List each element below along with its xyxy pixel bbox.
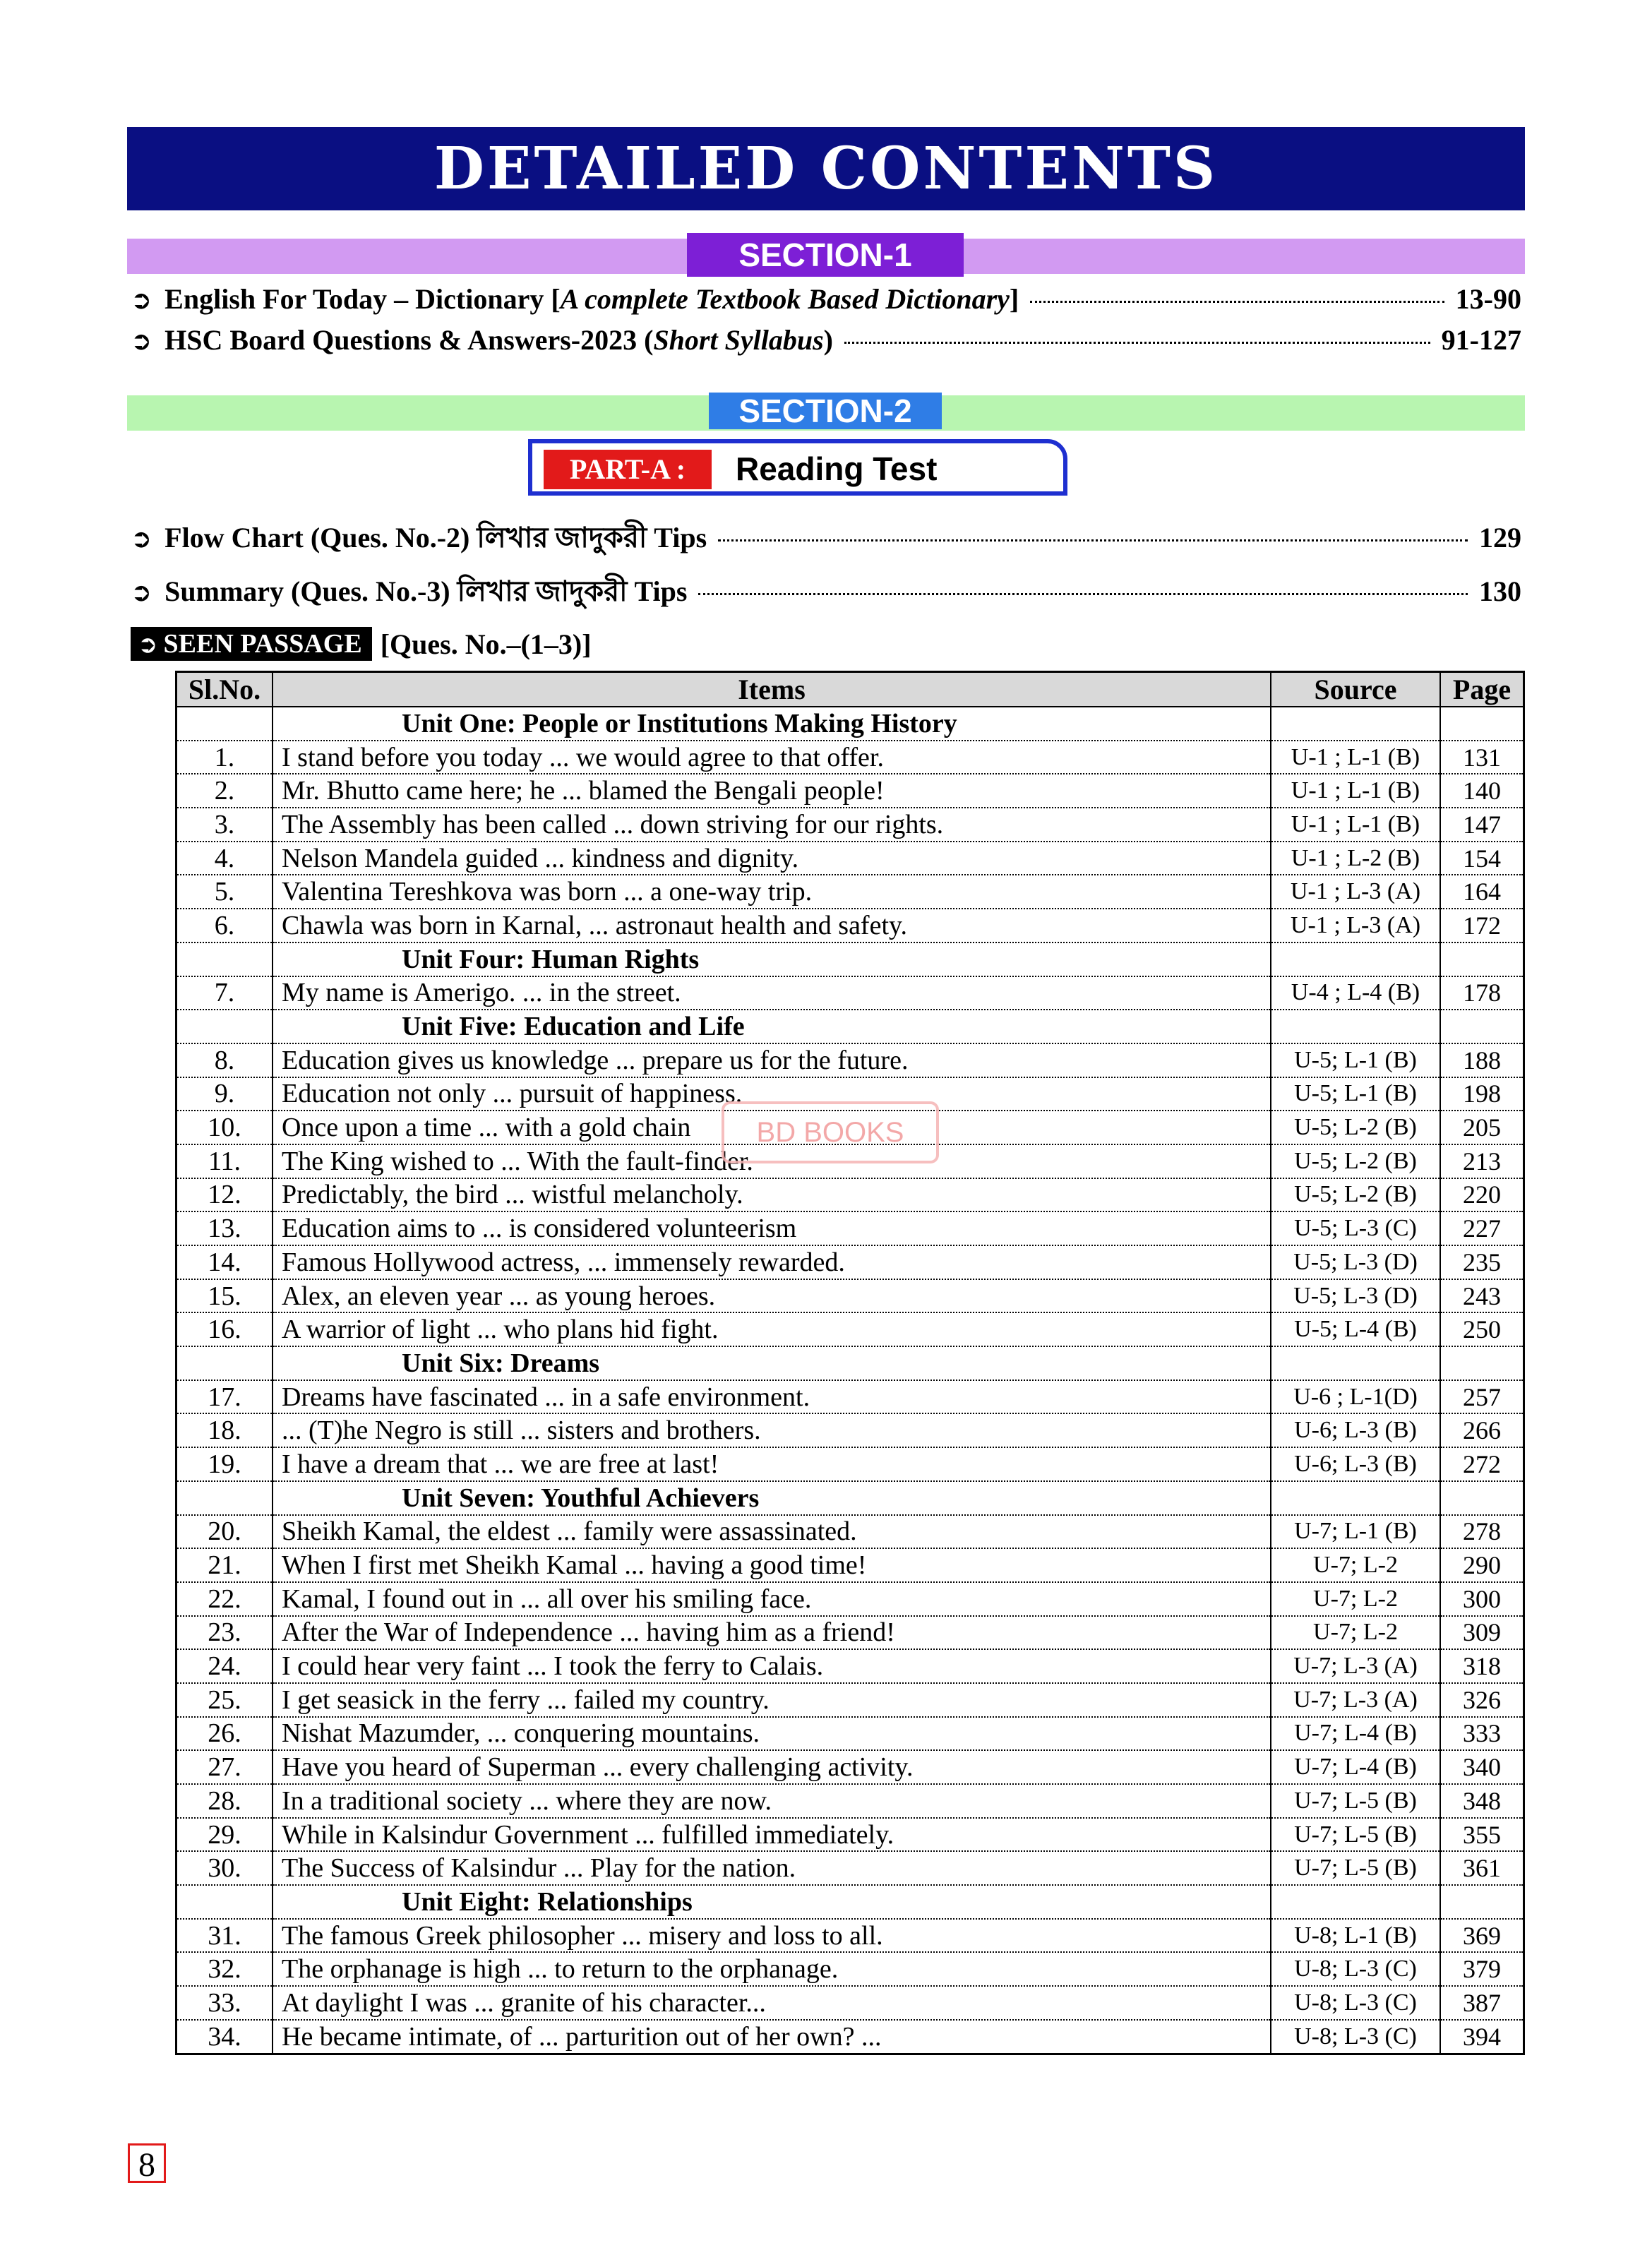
row-sl: 28. (176, 1784, 273, 1818)
row-item: Nelson Mandela guided ... kindness and dignity. (273, 842, 1271, 875)
table-row[interactable] (176, 1380, 1524, 1414)
row-page: 326 (1440, 1683, 1524, 1717)
table-row[interactable] (176, 1616, 1524, 1650)
toc-entry-dictionary[interactable] (131, 282, 1521, 316)
row-item: Mr. Bhutto came here; he ... blamed the Bengali people! (273, 774, 1271, 808)
row-sl: 8. (176, 1043, 273, 1077)
row-page: 278 (1440, 1515, 1524, 1549)
table-row[interactable] (176, 1211, 1524, 1245)
row-item: Chawla was born in Karnal, ... astronaut health and safety. (273, 909, 1271, 942)
row-source: U-5; L-3 (D) (1271, 1245, 1440, 1279)
row-source: U-6; L-3 (B) (1271, 1413, 1440, 1447)
unit-title: Unit Eight: Relationships (273, 1885, 1271, 1919)
row-page: 369 (1440, 1919, 1524, 1953)
row-item: He became intimate, of ... parturition out of her own? ... (273, 2020, 1271, 2054)
part-a-tag: PART-A : (544, 450, 712, 489)
table-row[interactable] (176, 1043, 1524, 1077)
table-row[interactable] (176, 1851, 1524, 1885)
unit-page-empty (1440, 1010, 1524, 1043)
unit-sl-empty (176, 707, 273, 741)
row-sl: 25. (176, 1683, 273, 1717)
seen-passage-heading (131, 626, 592, 662)
unit-heading-row (176, 942, 1524, 976)
unit-source-empty (1271, 1481, 1440, 1515)
row-source: U-7; L-1 (B) (1271, 1515, 1440, 1549)
contents-table (175, 671, 1525, 2055)
row-item: The Assembly has been called ... down striving for our rights. (273, 808, 1271, 842)
row-page: 272 (1440, 1447, 1524, 1481)
header-sl: Sl.No. (176, 672, 273, 707)
table-row[interactable] (176, 1919, 1524, 1953)
row-item: Famous Hollywood actress, ... immensely rewarded. (273, 1245, 1271, 1279)
arrow-icon: ➲ (131, 578, 152, 607)
row-page: 172 (1440, 909, 1524, 942)
table-header-row (176, 672, 1524, 707)
row-source: U-5; L-2 (B) (1271, 1178, 1440, 1212)
row-page: 318 (1440, 1649, 1524, 1683)
unit-sl-empty (176, 942, 273, 976)
entry-text: Flow Chart (Ques. No.-2) লিখার জাদুকরী Tips (164, 522, 707, 553)
row-source: U-1 ; L-1 (B) (1271, 741, 1440, 774)
toc-entry-board-questions[interactable] (131, 323, 1521, 357)
table-row[interactable] (176, 1413, 1524, 1447)
table-row[interactable] (176, 1312, 1524, 1346)
row-page: 340 (1440, 1750, 1524, 1784)
row-item: Alex, an eleven year ... as young heroes. (273, 1279, 1271, 1313)
table-row[interactable] (176, 1447, 1524, 1481)
row-page: 140 (1440, 774, 1524, 808)
row-source: U-7; L-5 (B) (1271, 1784, 1440, 1818)
row-sl: 17. (176, 1380, 273, 1414)
unit-sl-empty (176, 1481, 273, 1515)
toc-entry-summary[interactable] (131, 569, 1521, 616)
row-page: 355 (1440, 1818, 1524, 1852)
row-page: 394 (1440, 2020, 1524, 2054)
row-item: Education gives us knowledge ... prepare us for the future. (273, 1043, 1271, 1077)
row-source: U-1 ; L-1 (B) (1271, 808, 1440, 842)
row-source: U-8; L-1 (B) (1271, 1919, 1440, 1953)
seen-passage-tag: ➲ SEEN PASSAGE (131, 627, 372, 661)
row-item: When I first met Sheikh Kamal ... having a good time! (273, 1548, 1271, 1582)
row-source: U-7; L-4 (B) (1271, 1750, 1440, 1784)
row-page: 333 (1440, 1717, 1524, 1751)
toc-entry-flow-chart[interactable] (131, 515, 1521, 563)
unit-page-empty (1440, 942, 1524, 976)
row-source: U-5; L-2 (B) (1271, 1111, 1440, 1144)
entry-text: HSC Board Questions & Answers-2023 (Short Syllabus) (164, 324, 833, 356)
table-row[interactable] (176, 842, 1524, 875)
dot-leader (1030, 301, 1444, 303)
table-row[interactable] (176, 976, 1524, 1010)
row-source: U-8; L-3 (C) (1271, 1986, 1440, 2020)
table-row[interactable] (176, 1649, 1524, 1683)
row-sl: 21. (176, 1548, 273, 1582)
table-row[interactable] (176, 1818, 1524, 1852)
entry-page: 13-90 (1455, 283, 1521, 315)
row-source: U-5; L-1 (B) (1271, 1043, 1440, 1077)
watermark-logo: BD BOOKS (722, 1101, 939, 1163)
row-sl: 9. (176, 1077, 273, 1111)
row-sl: 34. (176, 2020, 273, 2054)
table-row[interactable] (176, 1279, 1524, 1313)
row-item: The orphanage is high ... to return to the orphanage. (273, 1952, 1271, 1986)
unit-page-empty (1440, 1885, 1524, 1919)
row-sl: 5. (176, 875, 273, 909)
table-row[interactable] (176, 1515, 1524, 1549)
row-item: At daylight I was ... granite of his character... (273, 1986, 1271, 2020)
row-item: Education aims to ... is considered volunteerism (273, 1211, 1271, 1245)
unit-heading-row (176, 707, 1524, 741)
table-row[interactable] (176, 1178, 1524, 1212)
unit-page-empty (1440, 1481, 1524, 1515)
unit-title: Unit Four: Human Rights (273, 942, 1271, 976)
row-source: U-7; L-5 (B) (1271, 1851, 1440, 1885)
row-sl: 24. (176, 1649, 273, 1683)
row-item: While in Kalsindur Government ... fulfilled immediately. (273, 1818, 1271, 1852)
table-row[interactable] (176, 1548, 1524, 1582)
row-sl: 27. (176, 1750, 273, 1784)
unit-sl-empty (176, 1885, 273, 1919)
unit-title: Unit Five: Education and Life (273, 1010, 1271, 1043)
unit-heading-row (176, 1481, 1524, 1515)
entry-page: 129 (1479, 522, 1521, 553)
arrow-icon: ➲ (131, 525, 152, 553)
row-page: 309 (1440, 1616, 1524, 1650)
row-page: 266 (1440, 1413, 1524, 1447)
row-sl: 7. (176, 976, 273, 1010)
entry-text: English For Today – Dictionary [A complete Textbook Based Dictionary] (164, 283, 1019, 315)
row-sl: 15. (176, 1279, 273, 1313)
row-source: U-5; L-2 (B) (1271, 1144, 1440, 1178)
row-sl: 3. (176, 808, 273, 842)
table-row[interactable] (176, 741, 1524, 774)
row-source: U-6 ; L-1(D) (1271, 1380, 1440, 1414)
arrow-icon: ➲ (138, 630, 158, 659)
row-page: 164 (1440, 875, 1524, 909)
row-sl: 31. (176, 1919, 273, 1953)
row-page: 131 (1440, 741, 1524, 774)
row-sl: 14. (176, 1245, 273, 1279)
row-sl: 13. (176, 1211, 273, 1245)
unit-heading-row (176, 1346, 1524, 1380)
section-1-label: SECTION-1 (687, 233, 964, 277)
row-source: U-7; L-2 (1271, 1548, 1440, 1582)
table-row[interactable] (176, 1750, 1524, 1784)
row-source: U-1 ; L-3 (A) (1271, 909, 1440, 942)
table-row[interactable] (176, 2020, 1524, 2054)
row-item: Predictably, the bird ... wistful melancholy. (273, 1178, 1271, 1212)
seen-passage-questions: [Ques. No.–(1–3)] (380, 628, 592, 660)
unit-title: Unit Six: Dreams (273, 1346, 1271, 1380)
row-page: 154 (1440, 842, 1524, 875)
unit-sl-empty (176, 1346, 273, 1380)
row-source: U-7; L-3 (A) (1271, 1649, 1440, 1683)
row-page: 188 (1440, 1043, 1524, 1077)
entry-text: Summary (Ques. No.-3) লিখার জাদুকরী Tips (164, 575, 688, 607)
table-row[interactable] (176, 1582, 1524, 1616)
row-item: In a traditional society ... where they are now. (273, 1784, 1271, 1818)
row-source: U-7; L-4 (B) (1271, 1717, 1440, 1751)
header-source: Source (1271, 672, 1440, 707)
row-sl: 6. (176, 909, 273, 942)
row-page: 178 (1440, 976, 1524, 1010)
row-source: U-5; L-1 (B) (1271, 1077, 1440, 1111)
row-item: Kamal, I found out in ... all over his smiling face. (273, 1582, 1271, 1616)
row-sl: 10. (176, 1111, 273, 1144)
unit-page-empty (1440, 1346, 1524, 1380)
row-page: 257 (1440, 1380, 1524, 1414)
row-sl: 11. (176, 1144, 273, 1178)
table-row[interactable] (176, 1952, 1524, 1986)
dot-leader (698, 593, 1468, 595)
row-source: U-1 ; L-1 (B) (1271, 774, 1440, 808)
dot-leader (718, 539, 1468, 541)
table-row[interactable] (176, 1717, 1524, 1751)
unit-source-empty (1271, 942, 1440, 976)
row-page: 235 (1440, 1245, 1524, 1279)
row-item: The Success of Kalsindur ... Play for the nation. (273, 1851, 1271, 1885)
unit-title: Unit One: People or Institutions Making History (273, 707, 1271, 741)
arrow-icon: ➲ (131, 286, 152, 315)
row-source: U-1 ; L-2 (B) (1271, 842, 1440, 875)
unit-source-empty (1271, 1885, 1440, 1919)
page-title: DETAILED CONTENTS (127, 127, 1525, 210)
table-row[interactable] (176, 1784, 1524, 1818)
row-sl: 32. (176, 1952, 273, 1986)
unit-page-empty (1440, 707, 1524, 741)
row-item: I have a dream that ... we are free at last! (273, 1447, 1271, 1481)
row-source: U-6; L-3 (B) (1271, 1447, 1440, 1481)
row-page: 290 (1440, 1548, 1524, 1582)
table-row[interactable] (176, 1683, 1524, 1717)
header-items: Items (273, 672, 1271, 707)
row-source: U-5; L-3 (C) (1271, 1211, 1440, 1245)
row-item: Sheikh Kamal, the eldest ... family were assassinated. (273, 1515, 1271, 1549)
entry-page: 130 (1479, 575, 1521, 607)
row-page: 361 (1440, 1851, 1524, 1885)
unit-source-empty (1271, 1010, 1440, 1043)
part-a-title: Reading Test (736, 450, 938, 487)
row-source: U-5; L-3 (D) (1271, 1279, 1440, 1313)
row-sl: 20. (176, 1515, 273, 1549)
row-sl: 29. (176, 1818, 273, 1852)
row-item: I could hear very faint ... I took the ferry to Calais. (273, 1649, 1271, 1683)
row-sl: 26. (176, 1717, 273, 1751)
row-item: A warrior of light ... who plans hid fight. (273, 1312, 1271, 1346)
page-number: 8 (128, 2143, 166, 2183)
row-page: 387 (1440, 1986, 1524, 2020)
table-row[interactable] (176, 1986, 1524, 2020)
row-sl: 16. (176, 1312, 273, 1346)
row-source: U-7; L-2 (1271, 1616, 1440, 1650)
row-page: 147 (1440, 808, 1524, 842)
row-page: 198 (1440, 1077, 1524, 1111)
row-sl: 23. (176, 1616, 273, 1650)
row-sl: 12. (176, 1178, 273, 1212)
row-item: I get seasick in the ferry ... failed my country. (273, 1683, 1271, 1717)
row-page: 220 (1440, 1178, 1524, 1212)
row-sl: 18. (176, 1413, 273, 1447)
unit-source-empty (1271, 1346, 1440, 1380)
row-sl: 30. (176, 1851, 273, 1885)
section-2-label: SECTION-2 (709, 393, 942, 429)
row-sl: 33. (176, 1986, 273, 2020)
row-item: Once upon a time ... with a gold chain (273, 1111, 1271, 1144)
row-source: U-8; L-3 (C) (1271, 2020, 1440, 2054)
unit-sl-empty (176, 1010, 273, 1043)
row-source: U-5; L-4 (B) (1271, 1312, 1440, 1346)
table-row[interactable] (176, 875, 1524, 909)
table-row[interactable] (176, 909, 1524, 942)
table-row[interactable] (176, 774, 1524, 808)
row-sl: 22. (176, 1582, 273, 1616)
row-item: Dreams have fascinated ... in a safe environment. (273, 1380, 1271, 1414)
row-sl: 1. (176, 741, 273, 774)
table-row[interactable] (176, 1245, 1524, 1279)
unit-title: Unit Seven: Youthful Achievers (273, 1481, 1271, 1515)
row-source: U-8; L-3 (C) (1271, 1952, 1440, 1986)
row-item: My name is Amerigo. ... in the street. (273, 976, 1271, 1010)
row-page: 213 (1440, 1144, 1524, 1178)
row-item: The King wished to ... With the fault-finder. (273, 1144, 1271, 1178)
row-page: 227 (1440, 1211, 1524, 1245)
row-page: 300 (1440, 1582, 1524, 1616)
entry-page: 91-127 (1441, 324, 1521, 356)
unit-source-empty (1271, 707, 1440, 741)
row-item: After the War of Independence ... having him as a friend! (273, 1616, 1271, 1650)
row-item: I stand before you today ... we would agree to that offer. (273, 741, 1271, 774)
row-page: 250 (1440, 1312, 1524, 1346)
row-source: U-1 ; L-3 (A) (1271, 875, 1440, 909)
row-item: The famous Greek philosopher ... misery and loss to all. (273, 1919, 1271, 1953)
row-item: ... (T)he Negro is still ... sisters and brothers. (273, 1413, 1271, 1447)
row-page: 205 (1440, 1111, 1524, 1144)
row-source: U-4 ; L-4 (B) (1271, 976, 1440, 1010)
row-item: Valentina Tereshkova was born ... a one-way trip. (273, 875, 1271, 909)
unit-heading-row (176, 1010, 1524, 1043)
row-page: 243 (1440, 1279, 1524, 1313)
arrow-icon: ➲ (131, 327, 152, 356)
row-item: Education not only ... pursuit of happiness. (273, 1077, 1271, 1111)
row-page: 379 (1440, 1952, 1524, 1986)
header-page: Page (1440, 672, 1524, 707)
dot-leader (844, 342, 1430, 344)
row-item: Nishat Mazumder, ... conquering mountains. (273, 1717, 1271, 1751)
table-row[interactable] (176, 808, 1524, 842)
row-sl: 2. (176, 774, 273, 808)
unit-heading-row (176, 1885, 1524, 1919)
row-source: U-7; L-5 (B) (1271, 1818, 1440, 1852)
row-item: Have you heard of Superman ... every challenging activity. (273, 1750, 1271, 1784)
row-source: U-7; L-2 (1271, 1582, 1440, 1616)
row-page: 348 (1440, 1784, 1524, 1818)
row-source: U-7; L-3 (A) (1271, 1683, 1440, 1717)
row-sl: 4. (176, 842, 273, 875)
row-sl: 19. (176, 1447, 273, 1481)
